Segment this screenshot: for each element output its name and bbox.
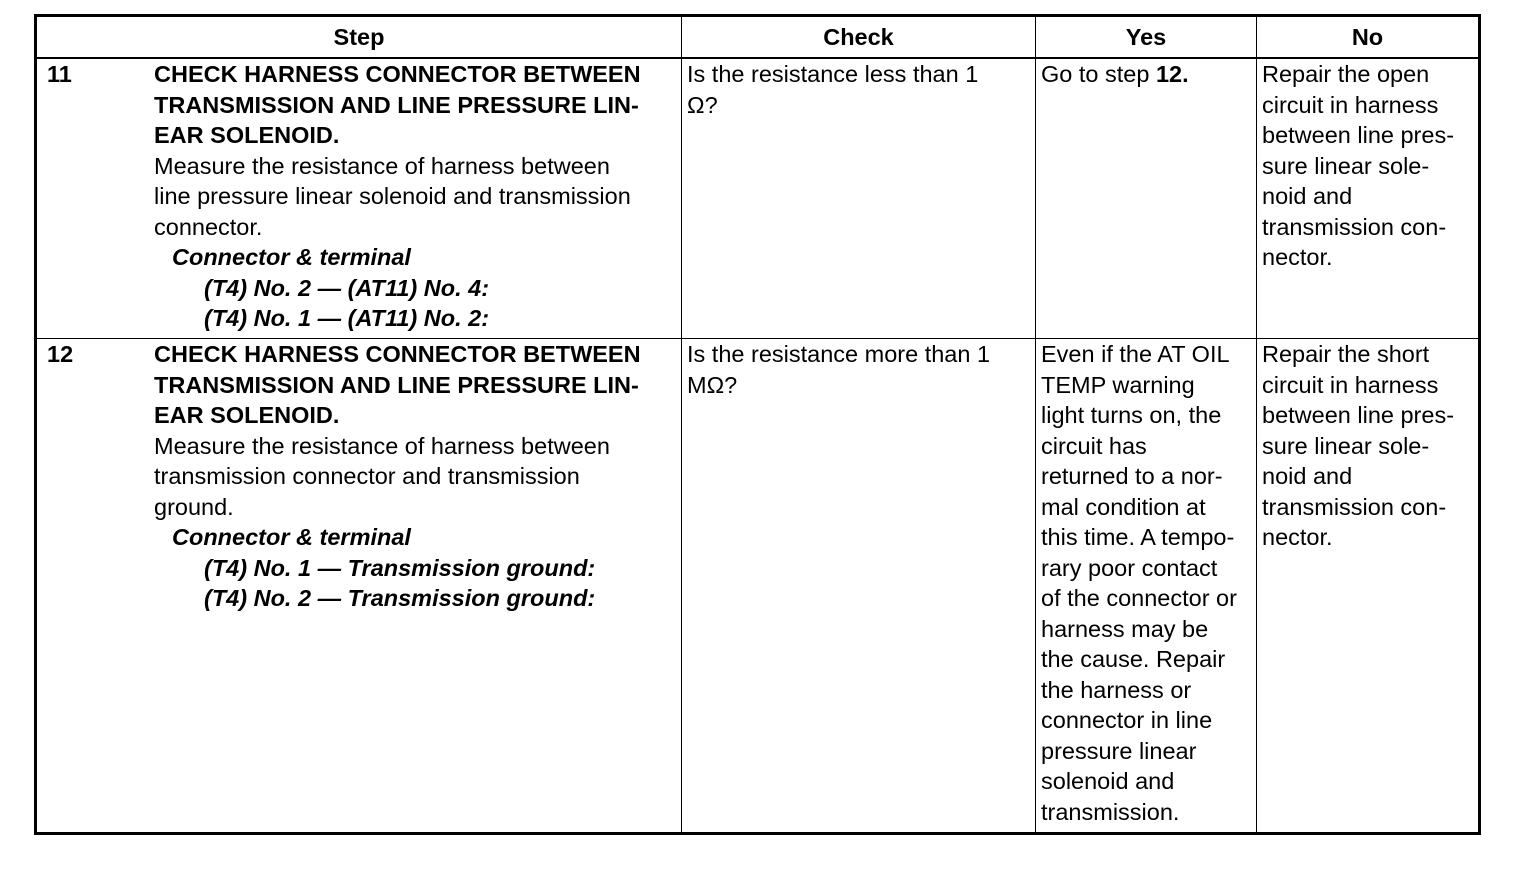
step-title-line: TRANSMISSION AND LINE PRESSURE LIN- [154,91,639,118]
no-line: sure linear sole- [1262,432,1430,459]
yes-step-ref: 12. [1155,61,1189,87]
yes-line: of the connector or [1041,585,1237,611]
no-line: noid and [1262,463,1353,489]
no-cell [1257,339,1480,834]
step-title-line: TRANSMISSION AND LINE PRESSURE LIN- [154,371,639,398]
yes-line: pressure linear [1041,737,1197,764]
yes-line: solenoid and [1041,768,1175,794]
yes-line: the cause. Repair [1041,646,1226,672]
yes-line: light turns on, the [1041,402,1222,428]
step-title-line: EAR SOLENOID. [154,402,340,428]
no-line: circuit in harness [1262,91,1439,118]
table-row-step-12 [36,339,1480,834]
header-check: Check [682,16,1036,59]
yes-text: Go to step [1041,61,1156,87]
yes-line: mal condition at [1041,493,1206,520]
header-row [36,16,1480,59]
step-description-line: Measure the resistance of harness between [154,432,610,459]
step-title-line: CHECK HARNESS CONNECTOR BETWEEN [154,61,641,87]
connector-label: Connector & terminal [172,524,411,550]
step-cell [36,339,682,834]
no-line: transmission con- [1262,213,1447,240]
header-no: No [1257,16,1480,59]
step-cell [36,58,682,339]
yes-line: TEMP warning [1041,371,1195,398]
no-line: between line pres- [1262,122,1455,148]
yes-line: rary poor contact [1041,554,1218,581]
yes-line: returned to a nor- [1041,463,1223,489]
check-line: Is the resistance less than 1 [687,61,979,87]
diagnostic-table [34,14,1481,835]
step-description-line: line pressure linear solenoid and transmission [154,183,631,209]
step-number: 12 [47,341,74,367]
check-cell [682,339,1036,834]
header-yes: Yes [1036,16,1257,59]
terminal-spec: (T4) No. 1 — (AT11) No. 2: [204,305,490,331]
table-row-step-11 [36,58,1480,339]
step-description-line: transmission connector and transmission [154,463,580,489]
yes-line: the harness or [1041,676,1192,703]
check-cell [682,58,1036,339]
check-line: Is the resistance more than 1 [687,341,991,367]
step-number: 11 [47,61,72,87]
yes-cell [1036,58,1257,339]
yes-line: connector in line [1041,707,1213,733]
no-line: between line pres- [1262,402,1455,428]
header-step: Step [36,16,682,59]
terminal-spec: (T4) No. 2 — (AT11) No. 4: [204,274,490,301]
no-line: nector. [1262,244,1333,270]
no-line: Repair the open [1262,61,1430,87]
yes-line: this time. A tempo- [1041,524,1235,550]
yes-line: harness may be [1041,615,1209,642]
no-line: transmission con- [1262,493,1447,520]
step-title-line: EAR SOLENOID. [154,122,340,148]
step-description-line: ground. [154,493,234,520]
step-description-line: Measure the resistance of harness between [154,152,610,179]
yes-line: Even if the AT OIL [1041,341,1230,367]
no-line: nector. [1262,524,1333,550]
no-line: sure linear sole- [1262,152,1430,179]
step-description-line: connector. [154,213,263,240]
terminal-spec: (T4) No. 2 — Transmission ground: [204,585,596,611]
step-title-line: CHECK HARNESS CONNECTOR BETWEEN [154,341,641,367]
check-line: Ω? [687,91,718,118]
no-cell [1257,58,1480,339]
yes-line: transmission. [1041,798,1180,825]
terminal-spec: (T4) No. 1 — Transmission ground: [204,554,596,581]
yes-cell [1036,339,1257,834]
check-line: MΩ? [687,371,738,398]
yes-line: circuit has [1041,432,1147,459]
connector-label: Connector & terminal [172,244,411,270]
no-line: noid and [1262,183,1353,209]
no-line: Repair the short [1262,341,1430,367]
no-line: circuit in harness [1262,371,1439,398]
